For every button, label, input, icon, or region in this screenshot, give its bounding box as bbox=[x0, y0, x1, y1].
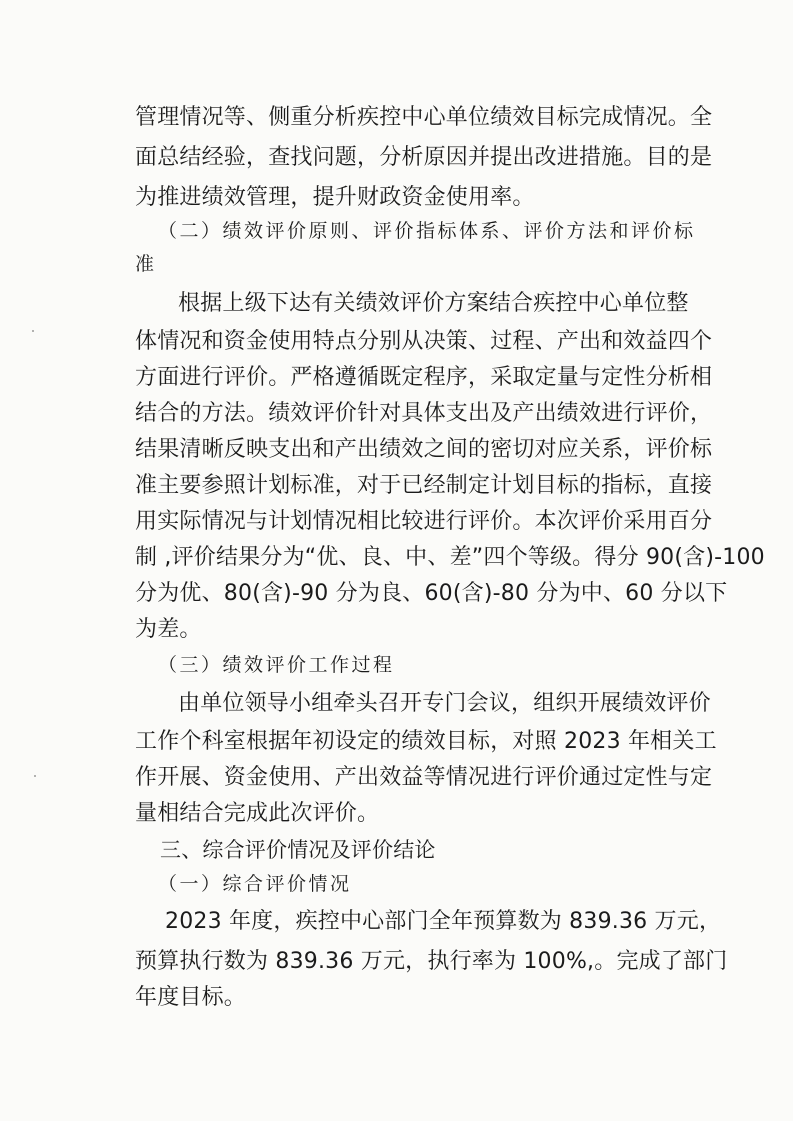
body-text-line: 年度目标。 bbox=[135, 985, 247, 1010]
scan-speck bbox=[34, 775, 36, 777]
body-text-line: 面总结经验，查找问题，分析原因并提出改进措施。目的是 bbox=[135, 145, 713, 170]
section-heading-1: （一）综合评价情况 bbox=[158, 873, 352, 895]
section-heading-2-continued: 准 bbox=[135, 253, 157, 275]
body-text-line: 由单位领导小组牵头召开专门会议，组织开展绩效评价 bbox=[178, 691, 711, 716]
body-text-line: 2023 年度，疾控中心部门全年预算数为 839.36 万元， bbox=[165, 909, 722, 934]
body-text-line: 根据上级下达有关绩效评价方案结合疾控中心单位整 bbox=[178, 291, 689, 316]
body-text-line: 准主要参照计划标准，对于已经制定计划目标的指标，直接 bbox=[135, 473, 713, 498]
body-text-line: 作开展、资金使用、产出效益等情况进行评价通过定性与定 bbox=[135, 765, 713, 790]
body-text-line: 结合的方法。绩效评价针对具体支出及产出绩效进行评价， bbox=[135, 401, 713, 426]
body-text-line: 为推进绩效管理，提升财政资金使用率。 bbox=[135, 185, 535, 210]
body-text-line: 工作个科室根据年初设定的绩效目标，对照 2023 年相关工 bbox=[135, 729, 717, 754]
section-heading-3: （三）绩效评价工作过程 bbox=[158, 654, 395, 676]
body-text-line: 管理情况等、侧重分析疾控中心单位绩效目标完成情况。全 bbox=[135, 105, 713, 130]
body-text-line: 为差。 bbox=[135, 617, 202, 642]
body-text-line: 用实际情况与计划情况相比较进行评价。本次评价采用百分 bbox=[135, 509, 713, 534]
body-text-line: 体情况和资金使用特点分别从决策、过程、产出和效益四个 bbox=[135, 329, 713, 354]
chapter-heading-3: 三、综合评价情况及评价结论 bbox=[160, 838, 436, 862]
scan-speck bbox=[32, 330, 34, 332]
body-text-line: 量相结合完成此次评价。 bbox=[135, 801, 380, 826]
body-text-line: 方面进行评价。严格遵循既定程序，采取定量与定性分析相 bbox=[135, 365, 713, 390]
section-heading-2: （二）绩效评价原则、评价指标体系、评价方法和评价标 bbox=[158, 220, 696, 242]
body-text-line: 结果清晰反映支出和产出绩效之间的密切对应关系，评价标 bbox=[135, 437, 713, 462]
body-text-line: 制 ,评价结果分为“优、良、中、差”四个等级。得分 90(含)-100 bbox=[135, 545, 765, 570]
body-text-line: 分为优、80(含)-90 分为良、60(含)-80 分为中、60 分以下 bbox=[135, 581, 728, 606]
body-text-line: 预算执行数为 839.36 万元，执行率为 100%,。完成了部门 bbox=[135, 949, 728, 974]
